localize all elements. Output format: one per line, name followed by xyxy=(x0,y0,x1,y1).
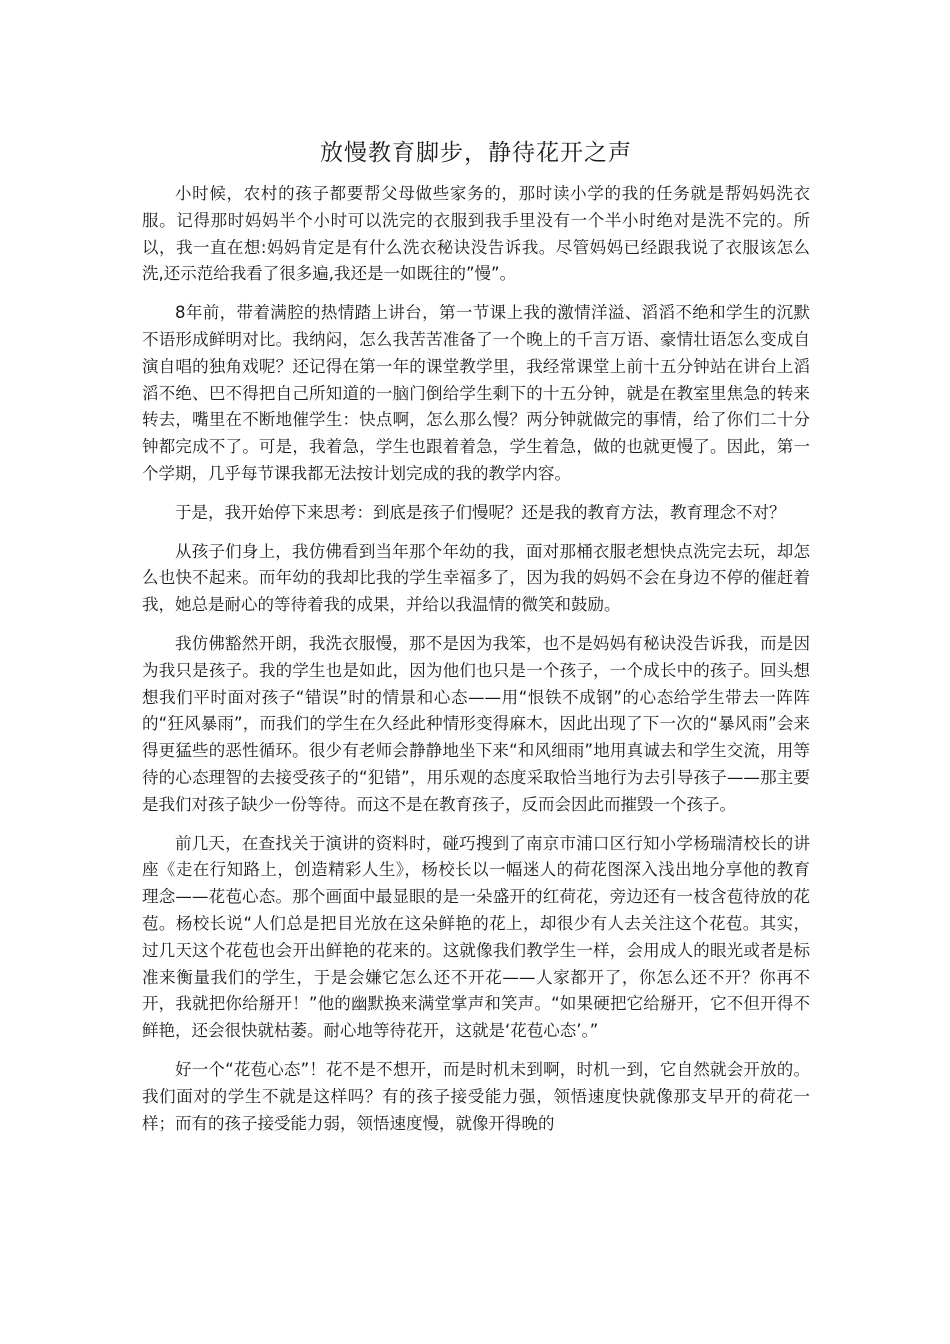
paragraph-first-year-teaching: 8年前，带着满腔的热情踏上讲台，第一节课上我的激情洋溢、滔滔不绝和学生的沉默不语形成鲜明对比。我纳闷，怎么我苦苦准备了一个晚上的千言万语、豪情壮语怎么变成自演自唱的独角戏呢？还记得在第一年的课堂教学里，我经常课堂上前十五分钟站在讲台上滔滔不绝、巴不得把自己所知道的一脑门倒给学生剩下的十五分钟，就是在教室里焦急的转来转去，嘴里在不断地催学生：快点啊，怎么那么慢？两分钟就做完的事情，给了你们二十分钟都完成不了。可是，我着急，学生也跟着着急，学生着急，做的也就更慢了。因此，第一个学期，几乎每节课我都无法按计划完成的我的教学内容。 xyxy=(142,303,810,483)
paragraph-realization: 我仿佛豁然开朗，我洗衣服慢，那不是因为我笨，也不是妈妈有秘诀没告诉我，而是因为我只是孩子。我的学生也是如此，因为他们也只是一个孩子，一个成长中的孩子。回头想想我们平时面对孩子“错误”时的情景和心态——用“恨铁不成钢”的心态给学生带去一阵阵的“狂风暴雨”，而我们的学生在久经此种情形变得麻木，因此出现了下一次的“暴风雨”会来得更猛些的恶性循环。很少有老师会静静地坐下来“和风细雨”地用真诚去和学生交流，用等待的心态理智的去接受孩子的“犯错”，用乐观的态度采取恰当地行为去引导孩子——那主要是我们对孩子缺少一份等待。而这不是在教育孩子，反而会因此而摧毁一个孩子。 xyxy=(142,633,810,814)
document-title: 放慢教育脚步，静待花开之声 xyxy=(320,140,632,166)
paragraph-reflection-question: 于是，我开始停下来思考：到底是孩子们慢呢？还是我的教育方法，教育理念不对？ xyxy=(175,502,786,522)
paragraph-mother-patience: 从孩子们身上，我仿佛看到当年那个年幼的我，面对那桶衣服老想快点洗完去玩，却怎么也快不起来。而年幼的我却比我的学生幸福多了，因为我的妈妈不会在身边不停的催赶着我，她总是耐心的等待着我的成果，并给以我温情的微笑和鼓励。 xyxy=(142,541,810,615)
paragraph-bud-mindset-lecture: 前几天，在查找关于演讲的资料时，碰巧搜到了南京市浦口区行知小学杨瑞清校长的讲座《走在行知路上，创造精彩人生》，杨校长以一幅迷人的荷花图深入浅出地分享他的教育理念——花苞心态。那个画面中最显眼的是一朵盛开的红荷花，旁边还有一枝含苞待放的花苞。杨校长说“人们总是把目光放在这朵鲜艳的花上，却很少有人去关注这个花苞。其实，过几天这个花苞也会开出鲜艳的花来的。这就像我们教学生一样，会用成人的眼光或者是标准来衡量我们的学生，于是会嫌它怎么还不开花——人家都开了，你怎么还不开？你再不开，我就把你给掰开！”他的幽默换来满堂掌声和笑声。“如果硬把它给掰开，它不但开得不鲜艳，还会很快就枯萎。耐心地等待花开，这就是‘花苞心态’。” xyxy=(142,833,810,1041)
paragraph-bud-mindset-conclusion: 好一个“花苞心态”！花不是不想开，而是时机未到啊，时机一到，它自然就会开放的。我们面对的学生不就是这样吗？有的孩子接受能力强，领悟速度快就像那支早开的荷花一样；而有的孩子接受能力弱，领悟速度慢，就像开得晚的 xyxy=(142,1059,810,1133)
document-page xyxy=(142,133,810,1137)
paragraph-childhood-laundry: 小时候，农村的孩子都要帮父母做些家务的，那时读小学的我的任务就是帮妈妈洗衣服。记得那时妈妈半个小时可以洗完的衣服到我手里没有一个半小时绝对是洗不完的。所以，我一直在想:妈妈肯定是有什么洗衣秘诀没告诉我。尽管妈妈已经跟我说了衣服该怎么洗,还示范给我看了很多遍,我还是一如既往的”慢”。 xyxy=(142,184,810,284)
